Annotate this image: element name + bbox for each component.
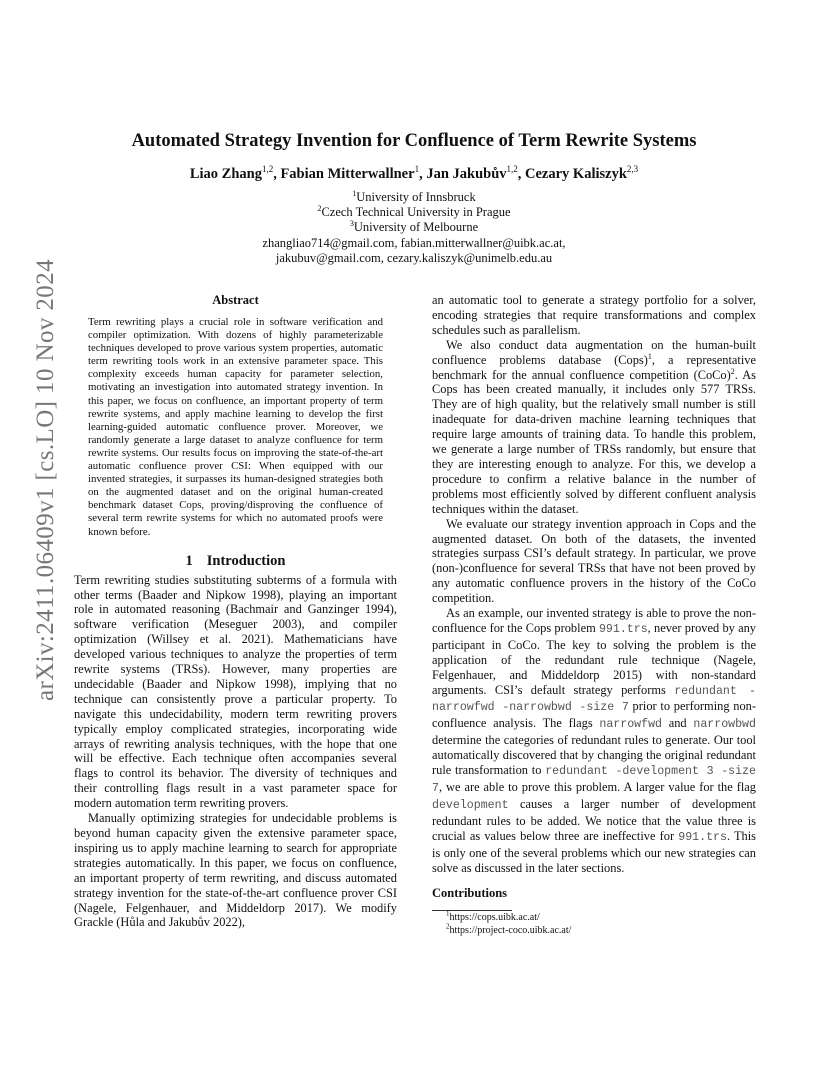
footnote-link[interactable]: https://cops.uibk.ac.at/ <box>449 912 540 924</box>
footnote <box>432 911 756 924</box>
text-run: and <box>662 716 694 731</box>
author-affiliation-marker: 1 <box>414 164 420 175</box>
affiliations <box>0 190 828 266</box>
author-affiliation-marker: 2,3 <box>626 164 639 175</box>
abstract-text: Term rewriting plays a crucial role in software verification and compiler optimization. With dozens of highly parameterizable techniques developed to prove various system properties, automatic term rewriting tools work in an extensive parameter space. This complexity exceeds human capacity for parameter selection, motivating an investigation into automated strategy invention. In this paper, we focus on confluence, an important property of term rewrite systems, and apply machine learning to develop the first learning-guided automatic confluence prover. Moreover, we randomly generate a large dataset to analyze confluence for term rewrite systems. Our results focus on improving the state-of-the-art automatic confluence prover CSI: When equipped with our invented strategies, it surpasses its human-designed strategies both on the augmented dataset and on the original human-created benchmark dataset Cops, proving/disproving the confluence of several term rewrite systems for which no automated proofs were known before. <box>88 316 383 538</box>
author-name: Jan Jakubův <box>426 166 507 182</box>
affiliation-marker: 2 <box>317 204 322 214</box>
author-name: Fabian Mitterwallner <box>280 166 415 182</box>
footnote-marker: 1 <box>647 351 652 361</box>
text-run: . As Cops has been created manually, it includes only 577 TRSs. They are of high quality, but the relatively small number is still inadequate for data-driven machine learning techniques that require large amounts of training data. To handle this problem, we generate a large number of TRSs randomly, but ensure that they are interesting enough to analyze. For this, we develop a procedure to confirm a relative balance in the number of problems most efficiently solved by different confluent analysis techniques within the dataset. <box>432 367 756 516</box>
paragraph: an automatic tool to generate a strategy portfolio for a solver, encoding strategies that require transformations and complex schedules such as parallelism. <box>432 293 756 337</box>
author-name: Cezary Kaliszyk <box>525 166 627 182</box>
text-run: , never proved by any participant in CoCo. The key to solving the problem is the application of the redundant rule technique (Nagele, Felgenhauer, and Middeldorp 2015) with non-standard arguments. CSI’s default strategy performs <box>432 620 756 697</box>
author-name: Liao Zhang <box>189 166 262 182</box>
email-line: zhangliao714@gmail.com, fabian.mitterwallner@uibk.ac.at, <box>262 235 566 250</box>
footnote-marker: 2 <box>730 366 735 376</box>
footnote-link[interactable]: https://project-coco.uibk.ac.at/ <box>449 925 572 937</box>
text-run: , a representative benchmark for the annual confluence competition (CoCo) <box>432 352 756 382</box>
text-run: . This is only one of the several problems which our new strategies can solve as discussed in the later sections. <box>432 828 757 875</box>
paragraph <box>432 606 756 875</box>
paragraph <box>432 338 756 517</box>
text-run: prior to performing non-confluence analysis. The flags <box>432 699 756 731</box>
code-filename: 991.trs <box>598 622 648 636</box>
affiliation-text: University of Innsbruck <box>356 190 476 204</box>
author-affiliation-marker: 1,2 <box>261 164 274 175</box>
author-separator: , <box>419 166 427 182</box>
paragraph: We evaluate our strategy invention approach in Cops and the augmented dataset. On both of the datasets, the invented strategies surpass CSI’s default strategy. In particular, we prove (non-)confluence for several TRSs that have not been proved by any automatic confluence provers in the history of the CoCo competition. <box>432 516 756 606</box>
affiliation <box>0 220 828 235</box>
code-flag: narrowfwd <box>599 718 663 732</box>
affiliation-marker: 3 <box>349 219 354 229</box>
affiliation-text: Czech Technical University in Prague <box>321 205 511 220</box>
code-command: redundant -development 3 -size 7 <box>432 765 756 795</box>
code-command: redundant -narrowfwd -narrowbwd -size 7 <box>432 684 756 715</box>
email-line: jakubuv@gmail.com, cezary.kaliszyk@unimelb.edu.au <box>275 250 553 265</box>
paragraph: Manually optimizing strategies for undecidable problems is beyond human capacity given the extensive parameter space, inspiring us to apply machine learning to search for appropriate strategies automatically. In this paper, we focus on confluence, an important property of term rewriting, and discuss automated strategy invention for the state-of-the-art confluence prover CSI (Nagele, Felgenhauer, and Middeldorp 2017). We modify Grackle (Hůla and Jakubův 2022), <box>74 811 397 930</box>
footnote-number: 1 <box>446 910 450 919</box>
author-separator: , <box>273 166 281 182</box>
text-run: , we are able to prove this problem. A larger value for the flag <box>438 780 756 794</box>
footnote <box>432 924 756 937</box>
section-heading <box>74 553 397 570</box>
code-flag: development <box>432 798 509 812</box>
text-run: causes a larger number of development redundant rules to be added. We notice that the value three is crucial as values below three are ineffective for <box>432 796 756 843</box>
code-flag: narrowbwd <box>693 718 756 732</box>
contributions-heading: Contributions <box>432 886 508 901</box>
affiliation-text: University of Melbourne <box>353 220 479 235</box>
author-affiliation-marker: 1,2 <box>506 164 518 175</box>
section-title: Introduction <box>206 552 286 569</box>
text-run: determine the categories of redundant rules to generate. Our tool automatically discovered that by changing the original redundant rule transformation to <box>432 733 756 778</box>
text-run: We also conduct data augmentation on the human-built confluence problems database (Cops) <box>432 337 756 367</box>
section-number: 1 <box>185 552 193 569</box>
paper-title: Automated Strategy Invention for Confluence of Term Rewrite Systems <box>131 131 697 151</box>
affiliation-marker: 1 <box>352 188 357 198</box>
text-run: As an example, our invented strategy is able to prove the non-confluence for the Cops problem <box>432 606 756 635</box>
author-separator: , <box>517 166 526 182</box>
affiliation <box>0 190 828 205</box>
code-filename: 991.trs <box>678 830 727 844</box>
footnote-number: 2 <box>446 923 450 932</box>
left-column <box>74 293 397 930</box>
author-list <box>0 166 828 183</box>
paragraph: Term rewriting studies substituting subterms of a formula with other terms (Baader and Nipkow 1998), playing an important role in automated reasoning (Bachmair and Ganzinger 1994), software verification (Meseguer 2003), and compiler optimization (Willsey et al. 2021). Mathematicians have developed various techniques to analyze the properties of term rewrite systems (TRSs). However, many properties are undecidable (Baader and Nipkow 1998), implying that no technique can consistently prove a particular property. To navigate this undecidability, modern term rewriting provers typically employ complicated strategies, incorporating wide arrays of rewriting analysis techniques, with the hope that one will be effective. Each technique often accompanies several flags to control its behavior. The diversity of techniques and their controlling flags result in a vast parameter space for modern automation term rewriting provers. <box>74 572 397 811</box>
right-column <box>432 293 756 937</box>
arxiv-identifier: arXiv:2411.06409v1 [cs.LO] 10 Nov 2024 <box>32 259 59 701</box>
affiliation <box>0 205 828 220</box>
abstract-heading: Abstract <box>212 293 259 307</box>
